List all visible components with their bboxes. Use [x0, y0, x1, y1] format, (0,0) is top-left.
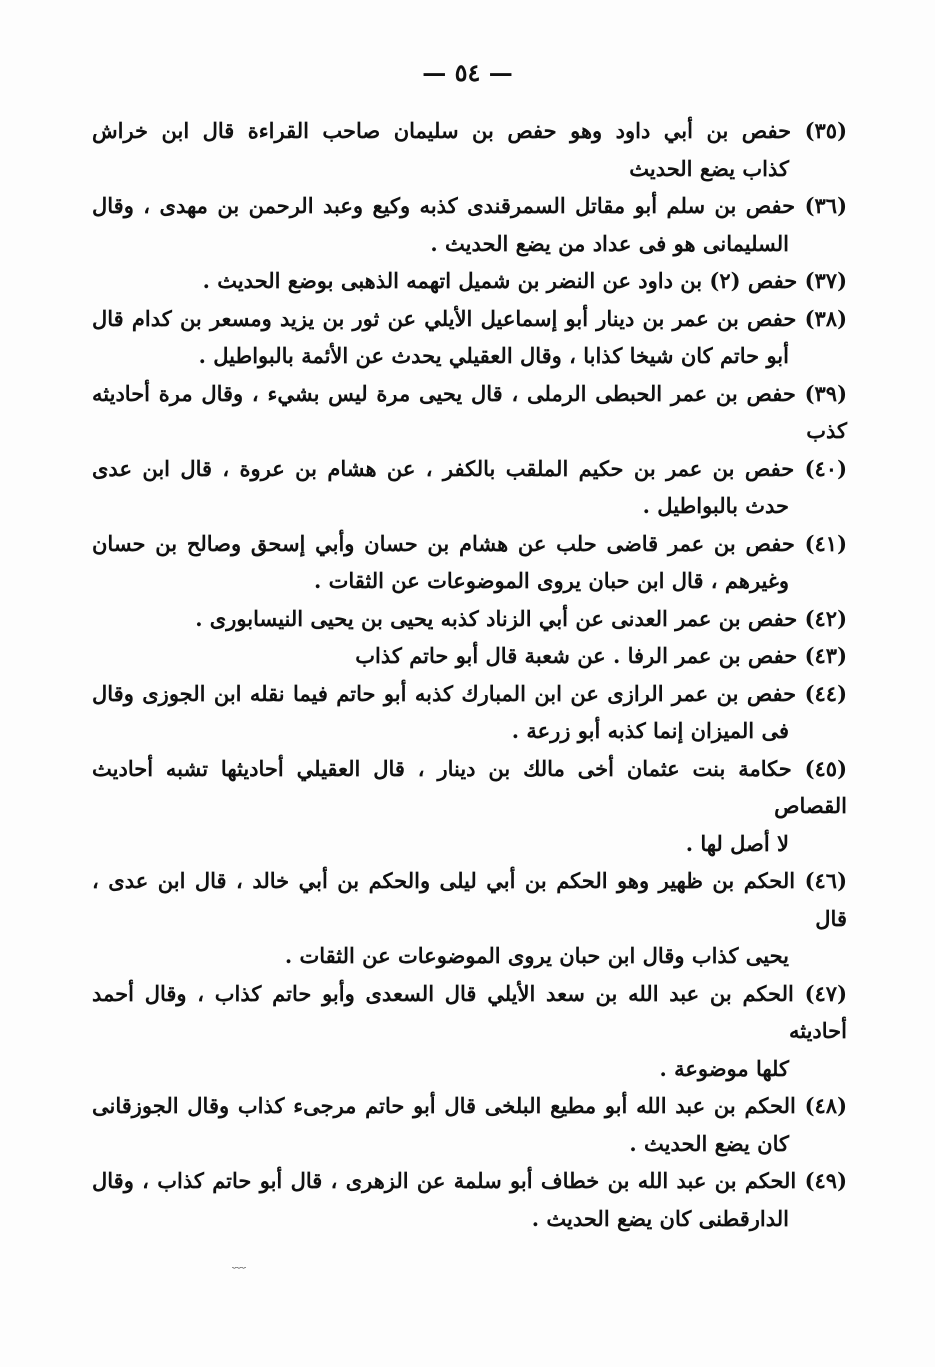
entry-number: (٣٩) — [804, 380, 847, 406]
entry-continuation: الدارقطنى كان يضع الحديث . — [531, 1205, 789, 1231]
entry-number: (٤٦) — [804, 868, 847, 893]
entry-number: (٤٥) — [804, 755, 848, 781]
entry — [92, 450, 847, 525]
entry-text: الحكم بن عبد الله أبو مطيع البلخى قال أبو حاتم مرجىء كذاب وقال الجوزقانى — [92, 1093, 796, 1118]
entry-continuation: كان يضع الحديث . — [629, 1130, 789, 1156]
entry — [92, 600, 847, 638]
entry-line — [92, 300, 847, 338]
entry-text: الحكم بن عبد الله بن سعد الأيلي قال السعدى وأبو حاتم كذاب ، وقال أحمد أحاديثه — [92, 980, 847, 1043]
entry-line — [92, 262, 847, 300]
entry-line — [92, 450, 847, 488]
entry-line — [92, 525, 847, 563]
entry-text: حفص (٢) بن داود عن النضر بن شميل اتهمه الذهبى بوضع الحديث . — [202, 268, 798, 293]
entry-line — [92, 675, 847, 713]
entry — [92, 750, 847, 863]
entry-text: حفص بن عمر بن حكيم الملقب بالكفر ، عن هشام بن عروة ، قال ابن عدى — [92, 455, 795, 481]
entry — [92, 187, 847, 262]
entry-continuation: يحيى كذاب وقال ابن حبان يروى الموضوعات عن الثقات . — [284, 943, 789, 968]
entry-text: حفص بن عمر بن دينار أبو إسماعيل الأيلي عن ثور بن يزيد ومسعر بن كدام قال — [92, 305, 797, 331]
entry-line — [92, 112, 847, 150]
entry — [92, 525, 847, 600]
entry-number: (٣٦) — [804, 193, 848, 218]
entry-continuation: كلها موضوعة . — [659, 1055, 789, 1081]
entry-text: الحكم بن ظهير وهو الحكم بن أبي ليلى والحكم بن أبي خالد ، قال ابن عدى ، قال — [92, 868, 847, 931]
entry-number: (٤٩) — [804, 1168, 847, 1193]
entry-line — [92, 637, 847, 675]
entry-line — [92, 1087, 847, 1125]
entry — [92, 1162, 847, 1237]
entry-line — [92, 750, 847, 825]
entry-continuation: وغيرهم ، قال ابن حبان يروى الموضوعات عن الثقات . — [314, 568, 789, 593]
entry — [92, 112, 847, 187]
entry-number: (٣٨) — [804, 305, 847, 331]
entry-line — [92, 187, 847, 225]
entry-number: (٤٠) — [804, 455, 847, 481]
entry-line — [92, 975, 847, 1050]
entry — [92, 262, 847, 300]
entry-list — [92, 112, 847, 1237]
entry-continuation: كذاب يضع الحديث — [629, 155, 789, 181]
entry-text: حفص بن أبي داود وهو حفص بن سليمان صاحب القراءة قال ابن خراش — [92, 118, 792, 143]
entry-continuation: لا أصل لها . — [685, 830, 789, 856]
entry — [92, 637, 847, 675]
entry-number: (٤٧) — [804, 980, 847, 1006]
ink-mark: ﹏ — [232, 1255, 246, 1271]
entry-text: حفص بن عمر الرفا . عن شعبة قال أبو حاتم كذاب — [355, 643, 798, 668]
entry-number: (٤٢) — [804, 605, 847, 631]
entry-text: حفص بن عمر العدنى عن أبي الزناد كذبه يحيى بن يحيى النيسابورى . — [195, 605, 798, 631]
entry-text: حفص بن عمر الحبطى الرملى ، قال يحيى مرة ليس بشيء ، وقال مرة أحاديثه كذب — [92, 380, 847, 443]
entry-continuation: فى الميزان إنما كذبه أبو زرعة . — [511, 718, 789, 743]
entry-continuation: حدث بالبواطيل . — [642, 493, 789, 518]
entry — [92, 862, 847, 975]
entry — [92, 675, 847, 750]
page-number: — ٥٤ — — [422, 58, 513, 87]
entry-number: (٣٧) — [804, 268, 847, 293]
entry-continuation: أبو حاتم كان شيخا كذابا ، وقال العقيلي يحدث عن الأئمة بالبواطيل . — [198, 343, 789, 368]
entry-number: (٤٣) — [804, 643, 847, 668]
entry — [92, 375, 847, 450]
entry-number: (٣٥) — [804, 118, 847, 143]
entry-line — [92, 600, 847, 638]
entry-text: حكامة بنت عثمان أخى مالك بن دينار ، قال العقيلي أحاديثها تشبه أحاديث القصاص — [92, 755, 847, 818]
entry — [92, 975, 847, 1088]
entry-text: حفص بن عمر الرازى عن ابن المبارك كذبه أبو حاتم فيما نقله ابن الجوزى وقال — [92, 680, 797, 706]
entry-line — [92, 862, 847, 937]
entry-number: (٤٤) — [804, 680, 847, 706]
entry-line — [92, 1162, 847, 1200]
entry-text: الحكم بن عبد الله بن خطاف أبو سلمة عن الزهرى ، قال أبو حاتم كذاب ، وقال — [92, 1168, 797, 1193]
entry-line — [92, 375, 847, 450]
entry-text: حفص بن عمر قاضى حلب عن هشام بن حسان وأبي إسحق وصالح بن حسان — [92, 530, 795, 556]
entry — [92, 300, 847, 375]
entry — [92, 1087, 847, 1162]
entry-number: (٤١) — [804, 530, 847, 556]
entry-number: (٤٨) — [804, 1093, 848, 1118]
entry-continuation: السليمانى هو فى عداد من يضع الحديث . — [430, 230, 789, 256]
entry-text: حفص بن سلم أبو مقاتل السمرقندى كذبه وكيع وعبد الرحمن بن مهدى ، وقال — [92, 193, 796, 218]
